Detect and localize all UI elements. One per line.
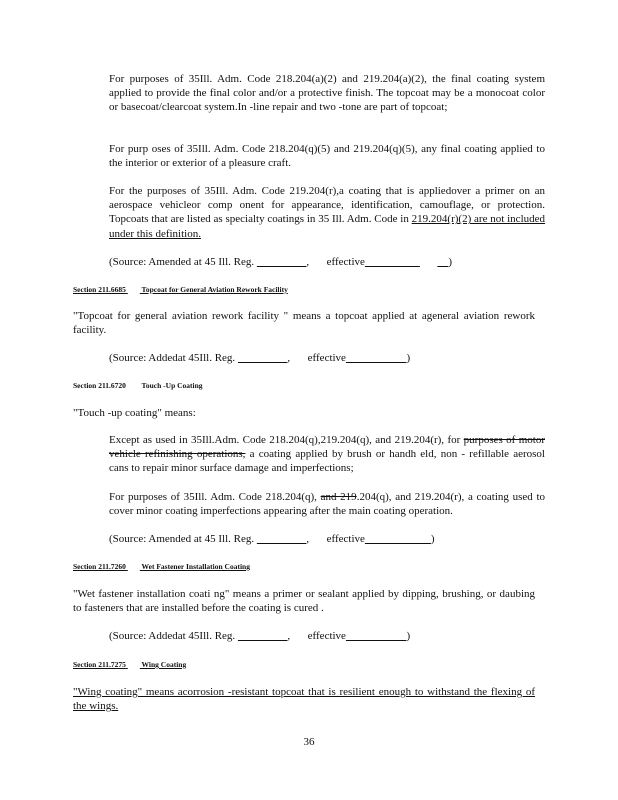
- blank-line: [257, 256, 307, 268]
- wet-fastener-def: "Wet fastener installation coati ng" means a primer or sealant applied by dipping, brushing, or daubing to fasteners that are installed before the coating is cured .: [73, 588, 535, 615]
- deleted-text: and 219: [320, 491, 357, 503]
- blank-line: [346, 630, 407, 642]
- section-heading-211-7275: Section 211.7275 Wing Coating: [73, 660, 187, 669]
- source-note-3: (Source: Amended at 45 Ill. Reg. , effective ): [109, 533, 435, 545]
- deleted-text: purposes of motor vehicle refinishing operations,: [109, 434, 545, 461]
- blank-line: [238, 630, 288, 642]
- blank-line: [365, 256, 420, 268]
- topcoat-def-aerospace: [109, 184, 545, 241]
- touch-up-def-b: For purposes of 35Ill. Adm. Code 218.204(q), and 219.204(q), and 219.204(r), a coating used to cover minor coating imperfections appearing after the main coating operation.: [109, 491, 546, 518]
- touch-up-def-intro: "Touch -up coating" means:: [73, 407, 196, 419]
- blank-line: [365, 533, 431, 545]
- blank-line: [238, 352, 288, 364]
- topcoat-aviation-def: "Topcoat for general aviation rework facility " means a topcoat applied at ageneral aviation rework facility.: [73, 310, 535, 337]
- section-heading-211-6720: Section 211.6720 Touch -Up Coating: [73, 381, 203, 390]
- page-number: 36: [303, 736, 315, 748]
- source-note-4: (Source: Addedat 45Ill. Reg. , effective ): [109, 630, 411, 642]
- source-note-1: (Source: Amended at 45 Ill. Reg. , effective ): [109, 256, 453, 268]
- blank-line: [437, 256, 448, 268]
- topcoat-def-motor-vehicle: For purposes of 35Ill. Adm. Code 218.204(a)(2) and 219.204(a)(2), the final coating system applied to provide the final color and/or a protective finish. The topcoat may be a monocoat color or basecoat/clearcoat system.In -line repair and two -tone are part of topcoat;: [109, 73, 545, 114]
- aerospace-added-text: 219.204(r)(2) are not included under this definition.: [109, 213, 546, 240]
- source-note-2: (Source: Addedat 45Ill. Reg. , effective ): [109, 352, 411, 364]
- section-heading-211-7260: Section 211.7260 Wet Fastener Installation Coating: [73, 562, 250, 571]
- wing-coating-def: "Wing coating" means acorrosion -resistant topcoat that is resilient enough to withstand the flexing of the wings.: [73, 686, 535, 713]
- blank-line: [257, 533, 307, 545]
- topcoat-def-pleasure-craft: For purp oses of 35Ill. Adm. Code 218.204(q)(5) and 219.204(q)(5), any final coating applied to the interior or exterior of a pleasure craft.: [109, 143, 545, 170]
- blank-line: [346, 352, 407, 364]
- aerospace-text: For the purposes of 35Ill. Adm. Code 219.204(r),a coating that is appliedover a primer on an aerospace vehicleor comp onent for appearance, identification, camouflage, or protection. Topcoats that are listed as specialty coatings in 35 Ill. Adm. Code in: [109, 185, 545, 226]
- touch-up-def-a: Except as used in 35Ill.Adm. Code 218.204(q),219.204(q), and 219.204(r), for purposes of motor vehicle refinishing operations, a coating applied by brush or handh eld, non - refillable aerosol cans to repair minor surface damage and imperfections;: [109, 434, 545, 475]
- section-heading-211-6685: Section 211.6685 Topcoat for General Aviation Rework Facility: [73, 285, 288, 294]
